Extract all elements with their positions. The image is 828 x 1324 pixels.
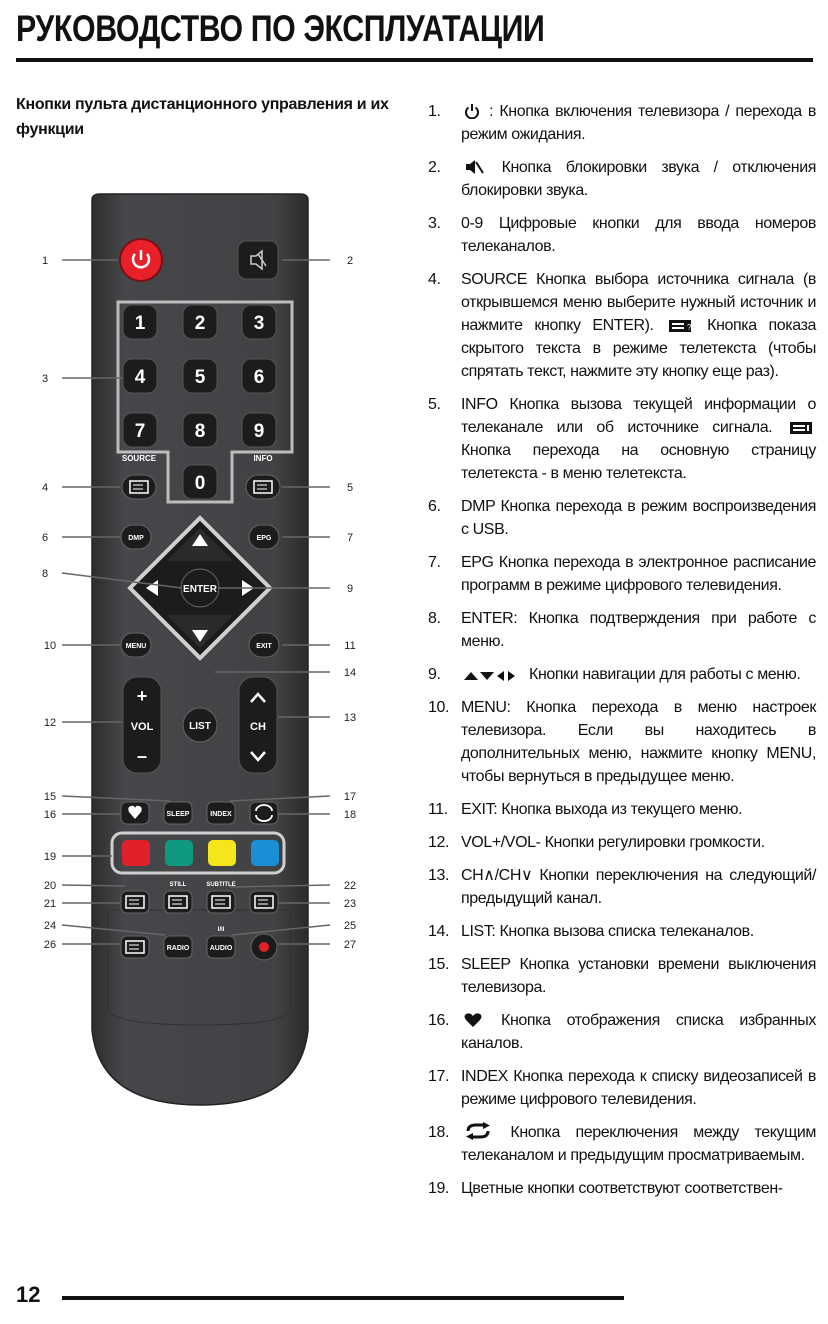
still-label: STILL	[169, 882, 187, 888]
mute-button[interactable]	[238, 241, 278, 279]
section-subtitle: Кнопки пульта дистанционного управления и их функции	[16, 96, 389, 138]
yellow-button[interactable]	[208, 840, 236, 866]
callout-line	[62, 885, 125, 886]
digit-label: 9	[253, 421, 265, 442]
green-button[interactable]	[165, 840, 193, 866]
item-text-body: Кнопка блокировки звука / отключения блокировки звука.	[461, 159, 816, 199]
item-number: 14.	[428, 923, 450, 940]
callout-number: 19	[43, 851, 57, 863]
function-item	[428, 864, 816, 910]
item-text-body: Кнопки навигации для работы с меню.	[525, 666, 801, 683]
svg-text:?: ?	[687, 323, 692, 332]
item-text-body: DMP Кнопка перехода в режим воспроизведения с USB.	[461, 498, 816, 538]
item-text-body: Кнопка показа скрытого текста в режиме телетекста (чтобы спрятать текст, нажмите эту кнопку еще раз).	[461, 317, 817, 380]
item-text-body: CH∧/CH∨ Кнопки переключения на следующий/предыдущий канал.	[461, 867, 816, 907]
item-text-body: Кнопка отображения списка избранных каналов.	[461, 1012, 816, 1052]
item-text-body: SLEEP Кнопка установки времени выключения телевизора.	[461, 956, 816, 996]
function-item	[428, 495, 816, 541]
item-number: 7.	[428, 554, 441, 571]
function-item	[428, 953, 816, 999]
item-text	[461, 1121, 816, 1167]
item-text	[461, 551, 816, 597]
media-button-3[interactable]	[207, 891, 235, 913]
function-item	[428, 696, 816, 788]
item-number: 4.	[428, 271, 441, 288]
digit-label: 1	[134, 313, 146, 334]
recall-icon	[461, 1124, 495, 1141]
function-list	[428, 100, 816, 1210]
item-text-body: EXIT: Кнопка выхода из текущего меню.	[461, 801, 743, 818]
function-item	[428, 268, 816, 383]
callout-number: 1	[41, 255, 49, 267]
subtitle-label: SUBTITLE	[206, 882, 236, 888]
function-item	[428, 156, 816, 202]
item-number: 6.	[428, 498, 441, 515]
red-button[interactable]	[122, 840, 150, 866]
item-number: 9.	[428, 666, 441, 683]
callout-number: 9	[346, 583, 354, 595]
heart-icon	[461, 1012, 485, 1029]
callout-number: 3	[41, 373, 49, 385]
item-text-lead: INFO Кнопка вызова текущей информации о телеканале или об источнике сигнала.	[461, 396, 816, 436]
callout-number: 10	[43, 640, 57, 652]
epg-button-label: EPG	[256, 535, 272, 542]
item-text-lead: SOURCE Кнопка выбора источника сигнала (в открывшемся меню выберите нужный источник и нажмите кнопку ENTER).	[461, 271, 816, 334]
item-text-body: MENU: Кнопка перехода в меню настроек телевизора. Если вы находитесь в дополнительных меню, нажмите кнопку MENU, чтобы вернуться в предыдущее меню.	[461, 699, 816, 785]
info-label: INFO	[253, 454, 273, 463]
function-item	[428, 1121, 816, 1167]
menu-button-label: MENU	[125, 643, 147, 650]
callout-number: 4	[41, 482, 49, 494]
digit-label: 5	[194, 367, 206, 388]
item-text	[461, 100, 816, 146]
callout-number: 27	[343, 939, 357, 951]
item-text	[461, 1177, 816, 1200]
callout-number: 24	[43, 920, 57, 932]
callout-number: 25	[343, 920, 357, 932]
footer-rule	[62, 1296, 624, 1300]
digit-label: 0	[194, 473, 206, 494]
item-text-body: ENTER: Кнопка подтверждения при работе с меню.	[461, 610, 816, 650]
remote-illustration	[0, 190, 400, 1150]
item-text	[461, 268, 816, 383]
index-button-label: INDEX	[210, 811, 232, 818]
callout-number: 17	[343, 791, 357, 803]
item-text-body: 0-9 Цифровые кнопки для ввода номеров телеканалов.	[461, 215, 816, 255]
digit-label: 2	[194, 313, 206, 334]
item-text	[461, 607, 816, 653]
enter-label: ENTER	[183, 584, 217, 595]
item-text	[461, 864, 816, 910]
item-text	[461, 831, 816, 854]
callout-number: 23	[343, 898, 357, 910]
item-number: 17.	[428, 1068, 450, 1085]
item-text-body: Кнопка переключения между текущим телеканалом и предыдущим просматриваемым.	[461, 1124, 816, 1164]
item-text	[461, 1065, 816, 1111]
item-text	[461, 953, 816, 999]
callout-number: 22	[343, 880, 357, 892]
callout-number: 12	[43, 717, 57, 729]
item-text	[461, 663, 816, 686]
item-number: 1.	[428, 103, 441, 120]
svg-text:–: –	[136, 746, 148, 766]
callout-number: 8	[41, 568, 49, 580]
item-number: 18.	[428, 1124, 450, 1141]
item-text-body: Цветные кнопки соответствуют соответствен-	[461, 1180, 783, 1197]
item-number: 8.	[428, 610, 441, 627]
teletext-index-icon	[786, 419, 816, 436]
item-text-body: LIST: Кнопка вызова списка телеканалов.	[461, 923, 754, 940]
list-label: LIST	[189, 721, 211, 732]
item-text	[461, 1009, 816, 1055]
item-number: 2.	[428, 159, 441, 176]
function-item	[428, 663, 816, 686]
callout-number: 7	[346, 532, 354, 544]
source-button[interactable]	[122, 475, 156, 499]
function-item	[428, 551, 816, 597]
audio-top-label: I/II	[217, 927, 225, 933]
function-item	[428, 100, 816, 146]
mute-icon	[461, 159, 487, 176]
ch-label: CH	[250, 721, 266, 733]
function-item	[428, 393, 816, 485]
function-item	[428, 1177, 816, 1200]
item-text-body: INDEX Кнопка перехода к списку видеозаписей в режиме цифрового телевидения.	[461, 1068, 816, 1108]
source-label: SOURCE	[121, 454, 157, 463]
item-number: 15.	[428, 956, 450, 973]
power-icon	[461, 103, 483, 120]
function-item	[428, 1009, 816, 1055]
digit-label: 4	[134, 367, 146, 388]
media-button-4[interactable]	[250, 891, 278, 913]
item-number: 3.	[428, 215, 441, 232]
item-text	[461, 495, 816, 541]
item-number: 12.	[428, 834, 450, 851]
digit-label: 8	[194, 421, 206, 442]
callout-number: 5	[346, 482, 354, 494]
media-button-1[interactable]	[121, 891, 149, 913]
function-item	[428, 212, 816, 258]
digit-label: 3	[253, 313, 265, 334]
function-item	[428, 607, 816, 653]
item-text-body: : Кнопка включения телевизора / перехода в режим ожидания.	[461, 103, 816, 143]
function-item	[428, 831, 816, 854]
item-text	[461, 696, 816, 788]
header-rule	[16, 58, 813, 62]
item-text	[461, 798, 816, 821]
callout-number: 16	[43, 809, 57, 821]
callout-number: 21	[43, 898, 57, 910]
callout-number: 13	[343, 712, 357, 724]
sleep-button-label: SLEEP	[166, 811, 190, 818]
dmp-button-label: DMP	[128, 535, 144, 542]
vol-label: VOL	[130, 721, 154, 733]
radio-button-label: RADIO	[166, 945, 190, 952]
callout-number: 26	[43, 939, 57, 951]
info-button[interactable]	[246, 475, 280, 499]
item-number: 19.	[428, 1180, 450, 1197]
callout-number: 15	[43, 791, 57, 803]
digit-label: 7	[134, 421, 146, 442]
function-item	[428, 1065, 816, 1111]
item-text	[461, 156, 816, 202]
item-text	[461, 920, 816, 943]
item-number: 10.	[428, 699, 450, 716]
blue-button[interactable]	[251, 840, 279, 866]
callout-number: 18	[343, 809, 357, 821]
item-text-body: EPG Кнопка перехода в электронное расписание программ в режиме цифрового телевидения.	[461, 554, 816, 594]
item-text	[461, 393, 816, 485]
callout-number: 6	[41, 532, 49, 544]
digit-label: 6	[253, 367, 265, 388]
teletext-button[interactable]	[121, 936, 149, 958]
audio-button-label: AUDIO	[209, 945, 233, 952]
callout-number: 20	[43, 880, 57, 892]
item-number: 5.	[428, 396, 441, 413]
item-text	[461, 212, 816, 258]
page-title: РУКОВОДСТВО ПО ЭКСПЛУАТАЦИИ	[16, 8, 545, 49]
function-item	[428, 798, 816, 821]
svg-text:+: +	[136, 686, 148, 706]
page-number: 12	[16, 1282, 41, 1307]
callout-number: 14	[343, 667, 357, 679]
arrows-icon	[461, 666, 525, 683]
item-number: 13.	[428, 867, 450, 884]
teletext-hide-icon	[665, 317, 695, 334]
function-item	[428, 920, 816, 943]
callout-number: 11	[344, 640, 356, 652]
item-number: 16.	[428, 1012, 450, 1029]
callout-number: 2	[346, 255, 354, 267]
item-text-body: VOL+/VOL- Кнопки регулировки громкости.	[461, 834, 765, 851]
item-text-body: Кнопка перехода на основную страницу телетекста - в меню телетекста.	[461, 442, 816, 482]
exit-button-label: EXIT	[256, 643, 272, 650]
media-button-2[interactable]	[164, 891, 192, 913]
item-number: 11.	[428, 801, 448, 818]
